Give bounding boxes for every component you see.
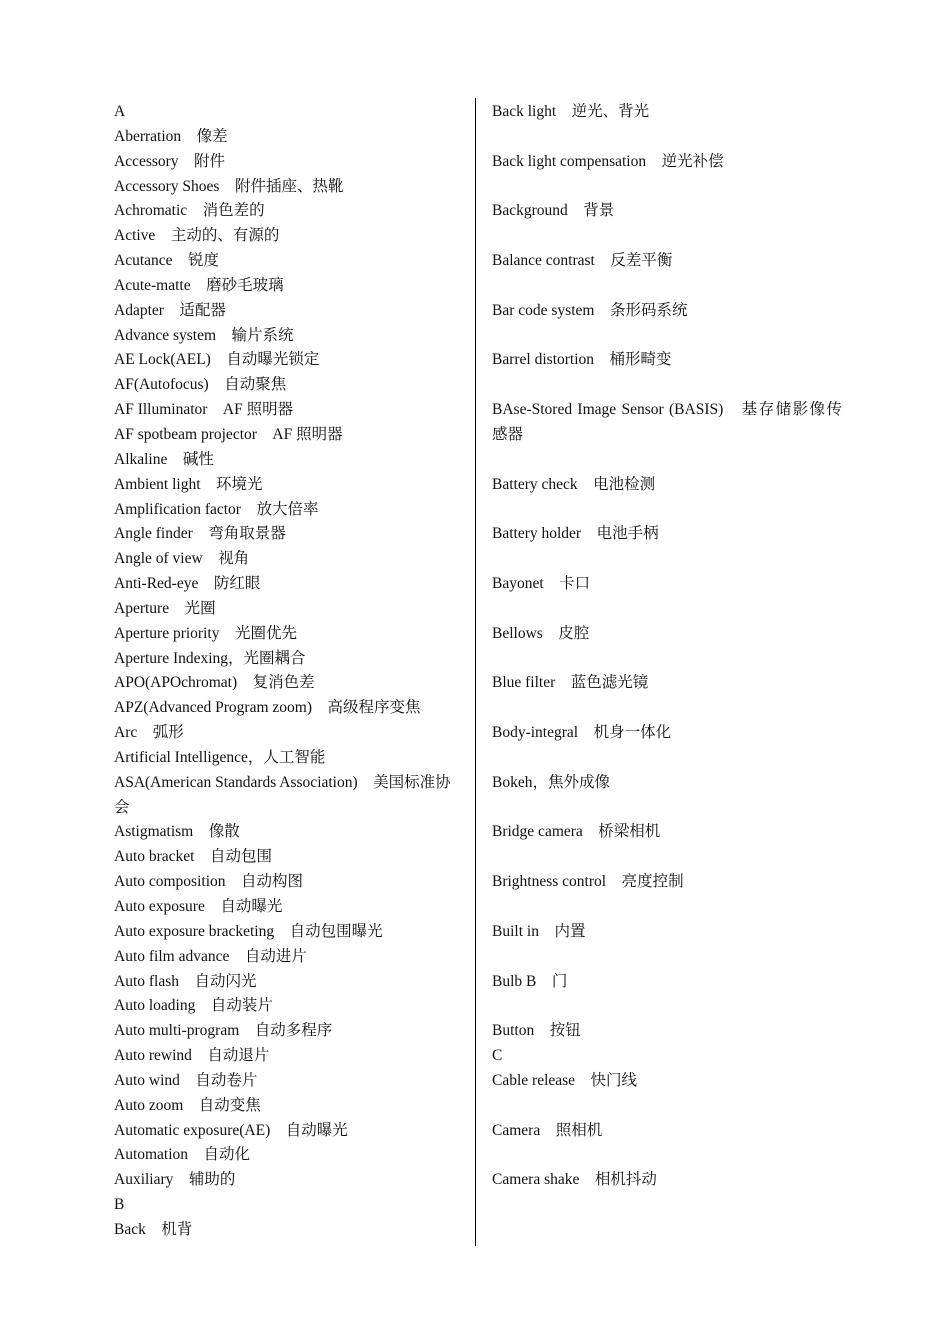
glossary-entry: Aberration 像差 <box>114 127 228 145</box>
glossary-entry: Body-integral 机身一体化 <box>492 724 672 742</box>
glossary-entry: Bulb B 门 <box>492 972 568 990</box>
glossary-entry: Alkaline 碱性 <box>114 450 214 468</box>
glossary-entry: Bar code system 条形码系统 <box>492 301 688 319</box>
glossary-entry: Achromatic 消色差的 <box>114 202 265 220</box>
glossary-entry: Angle finder 弯角取景器 <box>114 525 286 543</box>
glossary-entry: Auto bracket 自动包围 <box>114 848 272 866</box>
glossary-entry: Auto rewind 自动退片 <box>114 1047 270 1065</box>
column-divider <box>475 98 476 1246</box>
glossary-entry: AF spotbeam projector AF 照明器 <box>114 425 343 443</box>
glossary-entry: Aperture Indexing，光圈耦合 <box>114 649 306 667</box>
glossary-entry: Barrel distortion 桶形畸变 <box>492 351 672 369</box>
glossary-entry: Anti-Red-eye 防红眼 <box>114 575 261 593</box>
glossary-entry: Auto multi-program 自动多程序 <box>114 1022 333 1040</box>
glossary-entry: Accessory Shoes 附件插座、热靴 <box>114 177 344 195</box>
glossary-entry: Camera shake 相机抖动 <box>492 1171 657 1189</box>
left-glossary-column <box>114 100 464 1243</box>
glossary-entry: BAse-Stored Image Sensor (BASIS) 基存储影像传感器 <box>492 401 842 443</box>
glossary-entry: Accessory 附件 <box>114 152 226 170</box>
glossary-entry: APZ(Advanced Program zoom) 高级程序变焦 <box>114 699 421 717</box>
glossary-entry: Blue filter 蓝色滤光镜 <box>492 674 649 692</box>
glossary-entry: Camera 照相机 <box>492 1121 603 1139</box>
glossary-entry: Auto exposure bracketing 自动包围曝光 <box>114 922 383 940</box>
glossary-entry: Background 背景 <box>492 202 615 220</box>
glossary-entry: AF Illuminator AF 照明器 <box>114 401 294 419</box>
right-glossary-column <box>492 100 842 1193</box>
glossary-entry: Active 主动的、有源的 <box>114 227 280 245</box>
glossary-entry: Auxiliary 辅助的 <box>114 1171 236 1189</box>
glossary-entry: Built in 内置 <box>492 922 586 940</box>
glossary-entry: Auto film advance 自动进片 <box>114 947 307 965</box>
glossary-entry: APO(APOchromat) 复消色差 <box>114 674 315 692</box>
glossary-entry: Auto exposure 自动曝光 <box>114 898 283 915</box>
glossary-entry: AE Lock(AEL) 自动曝光锁定 <box>114 351 320 369</box>
glossary-entry: Aperture 光圈 <box>114 599 216 617</box>
section-letter-c: C <box>492 1047 503 1065</box>
glossary-entry: Auto flash 自动闪光 <box>114 972 257 990</box>
glossary-entry: Acute-matte 磨砂毛玻璃 <box>114 276 284 294</box>
glossary-entry: Astigmatism 像散 <box>114 823 240 841</box>
glossary-entry: Battery holder 电池手柄 <box>492 525 659 543</box>
glossary-entry: Ambient light 环境光 <box>114 475 263 493</box>
glossary-entry: Auto composition 自动构图 <box>114 873 304 891</box>
glossary-entry: Advance system 输片系统 <box>114 326 294 344</box>
glossary-entry: Artificial Intelligence，人工智能 <box>114 748 326 766</box>
glossary-entry: Bridge camera 桥梁相机 <box>492 823 661 841</box>
glossary-entry: Bayonet 卡口 <box>492 575 591 593</box>
glossary-entry: Bellows 皮腔 <box>492 624 590 642</box>
glossary-entry: Battery check 电池检测 <box>492 475 656 493</box>
glossary-entry: Acutance 锐度 <box>114 252 220 270</box>
glossary-entry: Auto wind 自动卷片 <box>114 1071 258 1089</box>
glossary-entry: Automatic exposure(AE) 自动曝光 <box>114 1121 348 1139</box>
glossary-entry: Adapter 适配器 <box>114 301 226 319</box>
glossary-entry: ASA(American Standards Association) 美国标准协会 <box>114 773 451 816</box>
glossary-entry: Arc 弧形 <box>114 724 184 742</box>
glossary-entry: Bokeh，焦外成像 <box>492 773 610 791</box>
glossary-entry: Aperture priority 光圈优先 <box>114 624 297 642</box>
glossary-entry: Balance contrast 反差平衡 <box>492 252 673 270</box>
glossary-entry: Back light 逆光、背光 <box>492 103 650 120</box>
section-letter-a: A <box>114 103 126 120</box>
glossary-entry: AF(Autofocus) 自动聚焦 <box>114 376 287 394</box>
glossary-entry: Automation 自动化 <box>114 1146 251 1164</box>
glossary-entry: Brightness control 亮度控制 <box>492 873 684 891</box>
glossary-entry: Button 按钮 <box>492 1022 581 1040</box>
glossary-entry: Back 机背 <box>114 1220 193 1238</box>
section-letter-b: B <box>114 1196 125 1214</box>
glossary-entry: Angle of view 视角 <box>114 550 250 568</box>
glossary-entry: Cable release 快门线 <box>492 1071 638 1089</box>
glossary-entry: Back light compensation 逆光补偿 <box>492 152 724 170</box>
glossary-entry: Amplification factor 放大倍率 <box>114 500 319 518</box>
glossary-entry: Auto zoom 自动变焦 <box>114 1096 261 1114</box>
glossary-entry: Auto loading 自动装片 <box>114 997 273 1015</box>
